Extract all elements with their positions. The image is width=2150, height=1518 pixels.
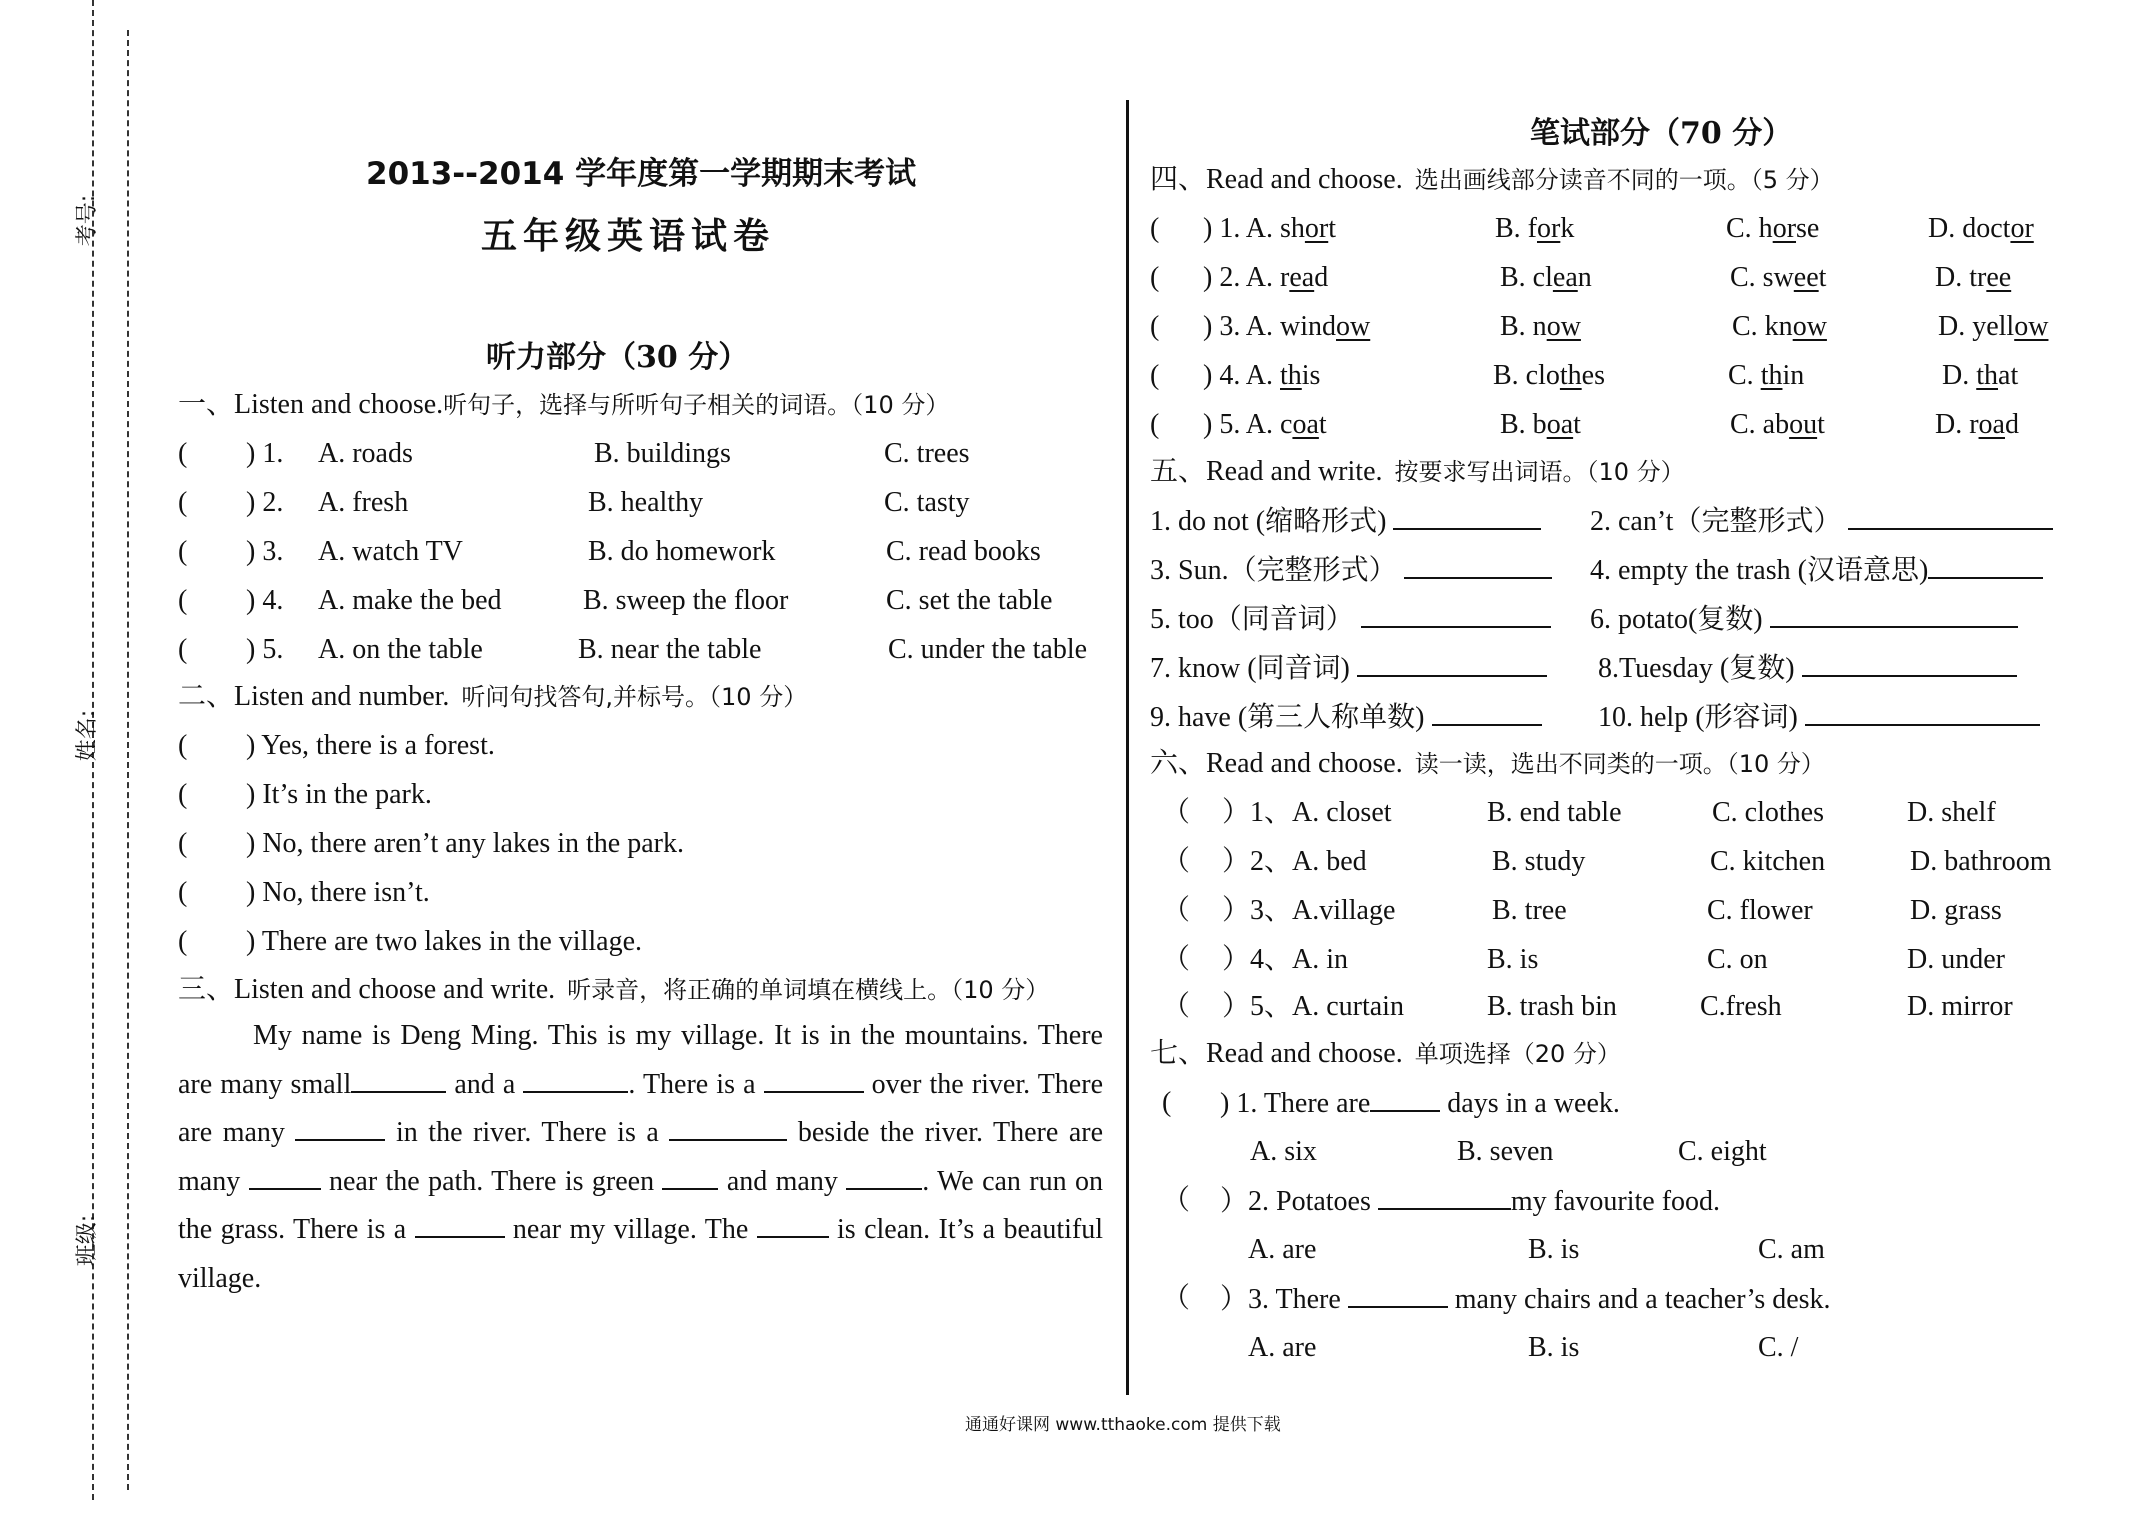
s5-blank-8[interactable] — [1802, 651, 2017, 677]
blank-7[interactable] — [662, 1166, 718, 1190]
s5-item8: 8.Tuesday (复数) — [1598, 651, 2017, 686]
s1-row1: ( ) 1. A. roads B. buildings C. trees — [178, 438, 970, 469]
s6-row5: （ ）5、A. curtain B. trash bin C.fresh D. mirror — [1162, 991, 2013, 1022]
s3-passage: My name is Deng Ming. This is my village. It is in the mountains. There are many small and a . There is a over the river. There are many in the river. There is a beside the river. There are many near the path. There is green and many . We can run on the grass. There is a near my village. The is clean. It’s a beautiful village. — [178, 1020, 1104, 1294]
s7-q2: （ ）2. Potatoes my favourite food. — [1162, 1185, 1721, 1217]
exam-number-label: 考号: — [75, 194, 101, 247]
s7-q3-blank[interactable] — [1348, 1282, 1448, 1308]
s7-q2-options: A. are B. is C. am — [1248, 1234, 1825, 1265]
s5-blank-3[interactable] — [1404, 553, 1552, 579]
section3-title: 三、Listen and choose and write. 听录音，将正确的单词填在横线上。（10 分） — [178, 974, 1050, 1005]
s5-blank-5[interactable] — [1361, 602, 1551, 628]
blank-3[interactable] — [764, 1069, 864, 1093]
listening-heading: 听力部分（30 分） — [486, 340, 749, 375]
s7-q2-blank[interactable] — [1378, 1184, 1511, 1210]
s7-q1-blank[interactable] — [1370, 1086, 1440, 1112]
s2-row5: ( ) There are two lakes in the village. — [178, 926, 642, 957]
s7-q1-options: A. six B. seven C. eight — [1250, 1136, 1767, 1167]
written-heading: 笔试部分（70 分） — [1530, 116, 1793, 151]
s5-blank-7[interactable] — [1357, 651, 1547, 677]
blank-10[interactable] — [757, 1214, 829, 1238]
blank-9[interactable] — [415, 1214, 505, 1238]
name-label: 姓名: — [75, 709, 101, 762]
footer-credit: 通通好课网 www.tthaoke.com 提供下载 — [965, 1415, 1281, 1435]
s2-row4: ( ) No, there isn’t. — [178, 877, 430, 908]
exam-title: 2013--2014 学年度第一学期期末考试 — [366, 156, 917, 192]
s5-blank-9[interactable] — [1432, 700, 1542, 726]
section7-title: 七、Read and choose. 单项选择（20 分） — [1150, 1038, 1621, 1069]
blank-6[interactable] — [249, 1166, 321, 1190]
s7-q3: （ ）3. There many chairs and a teacher’s desk. — [1162, 1283, 1831, 1315]
blank-8[interactable] — [846, 1166, 922, 1190]
s4-row4: ( ) 4. A. this B. clothes C. thin D. that — [1150, 360, 2019, 391]
section1-title: 一、Listen and choose.听句子，选择与所听句子相关的词语。（10 分） — [178, 389, 950, 420]
section6-title: 六、Read and choose. 读一读，选出不同类的一项。（10 分） — [1150, 748, 1825, 779]
s1-row3: ( ) 3. A. watch TV B. do homework C. read books — [178, 536, 1041, 567]
s1-row5: ( ) 5. A. on the table B. near the table C. under the table — [178, 634, 1088, 665]
s6-row1: （ ）1、A. closet B. end table C. clothes D. shelf — [1162, 797, 1996, 828]
s5-blank-2[interactable] — [1848, 504, 2053, 530]
s2-row1: ( ) Yes, there is a forest. — [178, 730, 495, 761]
s5-item5: 5. too（同音词） — [1150, 602, 1551, 637]
s5-blank-1[interactable] — [1393, 504, 1541, 530]
blank-5[interactable] — [669, 1117, 787, 1141]
s7-q3-options: A. are B. is C. / — [1248, 1332, 1799, 1363]
blank-2[interactable] — [523, 1069, 628, 1093]
margin-dashed-line-inner — [127, 30, 129, 1490]
blank-1[interactable] — [351, 1069, 446, 1093]
s5-item9: 9. have (第三人称单数) — [1150, 700, 1542, 735]
section5-title: 五、Read and write. 按要求写出词语。（10 分） — [1150, 456, 1685, 487]
s6-row2: （ ）2、A. bed B. study C. kitchen D. bathroom — [1162, 846, 2052, 877]
section2-title: 二、Listen and number. 听问句找答句,并标号。（10 分） — [178, 681, 808, 712]
s5-item7: 7. know (同音词) — [1150, 651, 1547, 686]
class-label: 班级: — [75, 1214, 101, 1267]
s7-q1: ( ) 1. There are days in a week. — [1162, 1087, 1620, 1119]
s2-row3: ( ) No, there aren’t any lakes in the park. — [178, 828, 684, 859]
s1-row4: ( ) 4. A. make the bed B. sweep the floor C. set the table — [178, 585, 1053, 616]
s6-row3: （ ）3、A.village B. tree C. flower D. grass — [1162, 895, 2002, 926]
s5-item3: 3. Sun.（完整形式） — [1150, 553, 1552, 588]
s5-item2: 2. can’t（完整形式） — [1590, 504, 2053, 539]
column-divider — [1126, 100, 1129, 1395]
s4-row5: ( ) 5. A. coat B. boat C. about D. road — [1150, 409, 2019, 440]
s4-row1: ( ) 1. A. short B. fork C. horse D. doctor — [1150, 213, 2034, 244]
section4-title: 四、Read and choose. 选出画线部分读音不同的一项。（5 分） — [1150, 164, 1834, 195]
exam-subtitle: 五年级英语试卷 — [481, 216, 776, 257]
s5-item4: 4. empty the trash (汉语意思) — [1590, 553, 2043, 588]
s5-item6: 6. potato(复数) — [1590, 602, 2018, 637]
s4-row2: ( ) 2. A. read B. clean C. sweet D. tree — [1150, 262, 2012, 293]
s1-row2: ( ) 2. A. fresh B. healthy C. tasty — [178, 487, 970, 518]
s4-row3: ( ) 3. A. window B. now C. know D. yellow — [1150, 311, 2049, 342]
s5-blank-10[interactable] — [1805, 700, 2040, 726]
s5-blank-6[interactable] — [1770, 602, 2018, 628]
s5-item10: 10. help (形容词) — [1598, 700, 2040, 735]
s5-item1: 1. do not (缩略形式) — [1150, 504, 1541, 539]
s5-blank-4[interactable] — [1928, 553, 2043, 579]
s6-row4: （ ）4、A. in B. is C. on D. under — [1162, 944, 2005, 975]
s2-row2: ( ) It’s in the park. — [178, 779, 432, 810]
blank-4[interactable] — [295, 1117, 385, 1141]
